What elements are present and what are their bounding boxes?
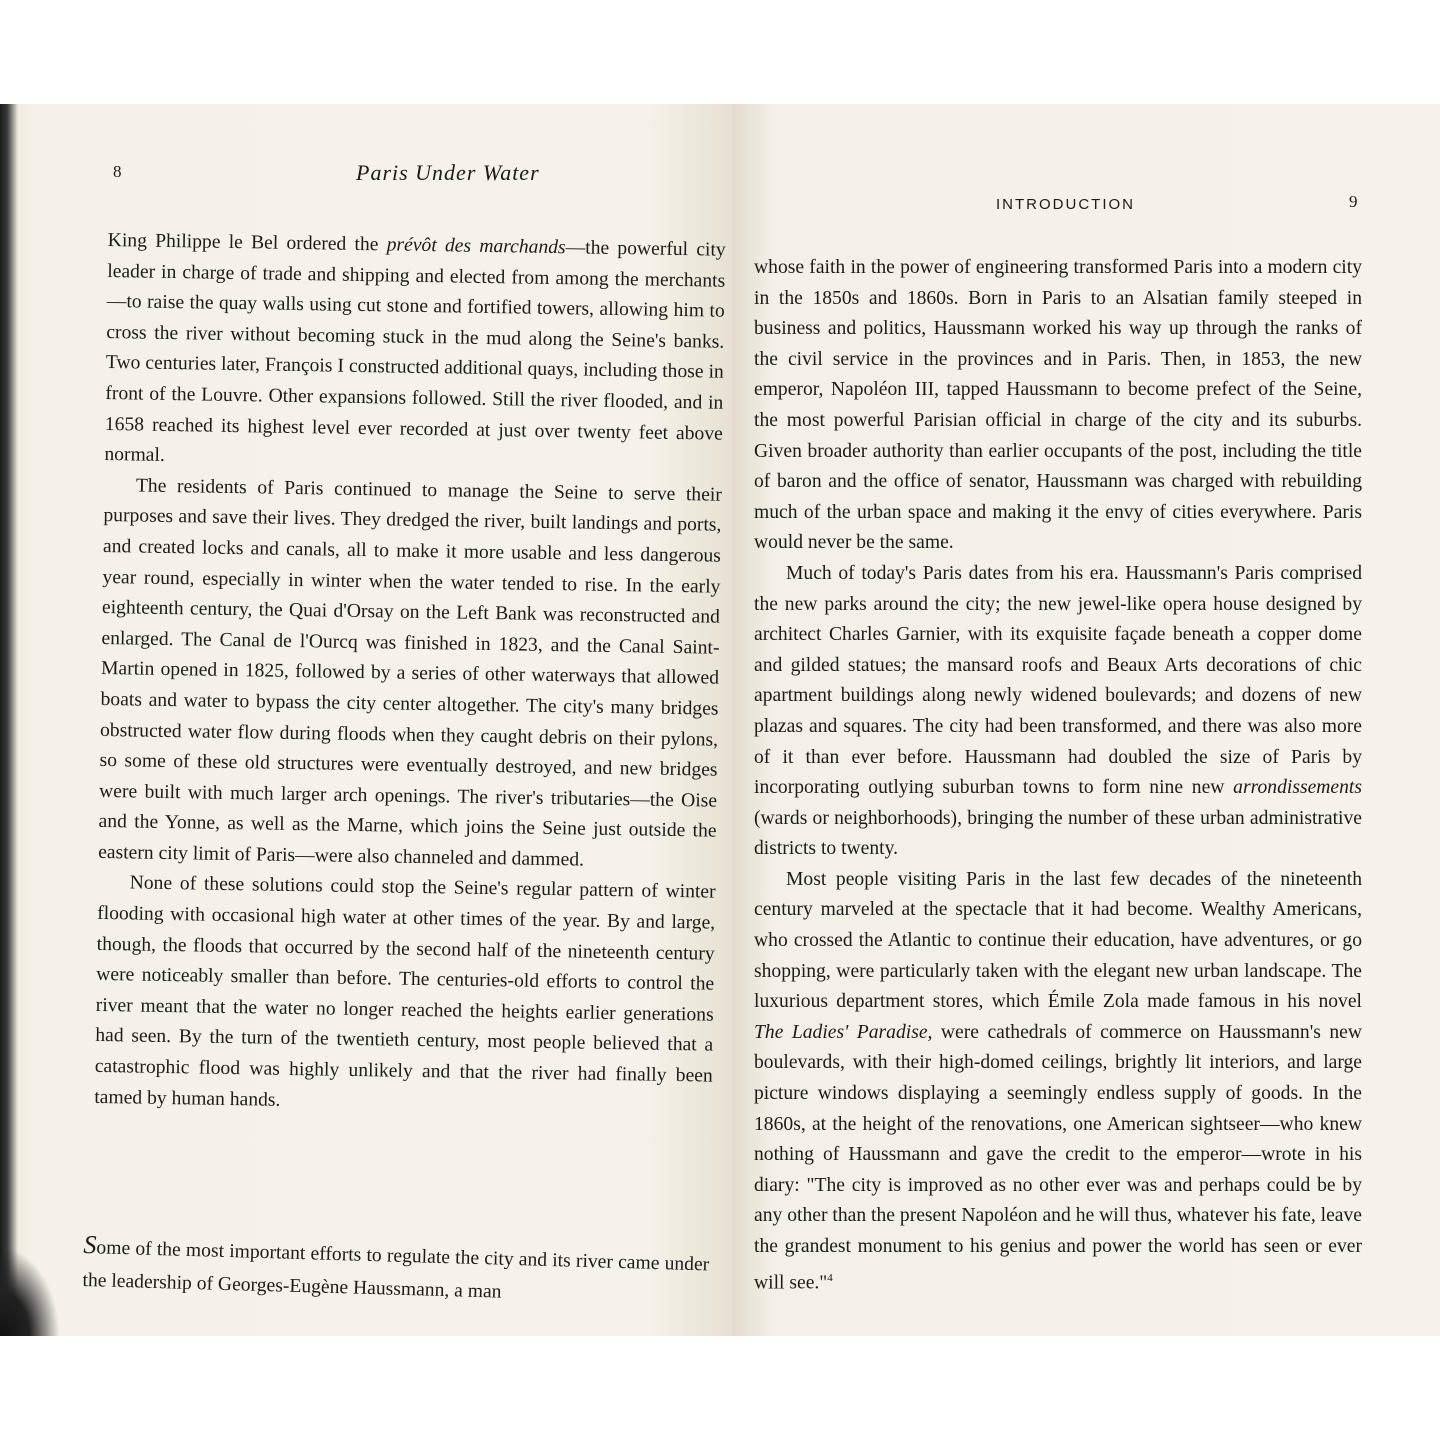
drop-cap: S: [83, 1229, 97, 1260]
paragraph: The residents of Paris continued to manage the Seine to serve their purposes and save their lives. They dredged the river, built landings and ports, and created locks and canals, all to make it more usable and less dangerous year round, especially in winter when the water tended to rise. In the early eighteenth century, the Quai d'Orsay on the Left Bank was reconstructed and enlarged. The Canal de l'Ourcq was finished in 1823, and the Canal Saint-Martin opened in 1825, followed by a series of other waterways that allowed boats and water to bypass the city center altogether. The city's many bridges obstructed water flow during floods when they caught debris on their pylons, so some of these old structures were eventually destroyed, and new bridges were built with much larger arch openings. The river's tributaries—the Oise and the Yonne, as well as the Marne, which joins the Seine just outside the eastern city limit of Paris—were also channeled and dammed.: [97, 475, 723, 871]
paragraph: Much of today's Paris dates from his era. Haussmann's Paris comprised the new parks around the city; the new jewel-like opera house designed by architect Charles Garnier, with its exquisite façade beneath a copper dome and gilded statues; the mansard roofs and Beaux Arts decorations of chic apartment buildings along newly widened boulevards; and dozens of new plazas and squares. The city had been transformed, and there was also more of it than ever before. Haussmann had doubled the size of Paris by incorporating outlying suburban towns to form nine new arrondissements (wards or neighborhoods), bringing the number of these urban administrative districts to twenty.: [754, 562, 1362, 860]
section-opening: Some of the most important efforts to regulate the city and its river came under the leadership of Georges-Eugène Haussmann, a man: [82, 1229, 710, 1303]
footnote-marker[interactable]: 4: [827, 1271, 833, 1284]
paragraph: None of these solutions could stop the Seine's regular pattern of winter flooding with occasional high water at other times of the year. By and large, though, the floods that occurred by the second half of the nineteenth century were noticeably smaller than before. The centuries-old efforts to control the river meant that the water no longer reached the heights earlier generations had seen. By the turn of the twentieth century, most people believed that a catastrophic flood was highly unlikely and that the river had finally been tamed by human hands.: [94, 872, 716, 1111]
right-body-text: [754, 253, 1362, 1299]
page-edge-shadow: [0, 104, 18, 1336]
page-number-left: 8: [113, 162, 122, 181]
running-title: Paris Under Water: [356, 160, 540, 185]
page-number-right: 9: [1349, 192, 1358, 211]
corner-shadow: [0, 1246, 60, 1336]
book-spread: [0, 104, 1440, 1336]
paragraph: King Philippe le Bel ordered the prévôt des marchands—the powerful city leader in charge of trade and shipping and elected from among the merchants—to raise the quay walls using cut stone and fortified towers, allowing him to cross the river without becoming stuck in the mud along the Seine's banks. Two centuries later, François I constructed additional quays, including those in front of the Louvre. Other expansions followed. Still the river flooded, and in 1658 reached its highest level ever recorded at just over twenty feet above normal.: [104, 229, 726, 467]
paragraph: whose faith in the power of engineering transformed Paris into a modern city in the 1850s and 1860s. Born in Paris to an Alsatian family steeped in business and politics, Haussmann worked his way up through the ranks of the civil service in the provinces and in Paris. Then, in 1853, the new emperor, Napoléon III, tapped Haussmann to become prefect of the Seine, the most powerful Parisian official in charge of the city and its suburbs. Given broader authority than earlier occupants of the post, including the title of baron and the office of senator, Haussmann was charged with rebuilding much of the urban space and making it the envy of cities everywhere. Paris would never be the same.: [754, 257, 1362, 554]
paragraph: Most people visiting Paris in the last few decades of the nineteenth century marveled at the spectacle that it had become. Wealthy Americans, who crossed the Atlantic to continue their education, have adventures, or go shopping, were particularly taken with the elegant new urban landscape. The luxurious department stores, which Émile Zola made famous in his novel The Ladies' Paradise, were cathedrals of commerce on Haussmann's new boulevards, with their high-domed ceilings, brightly lit interiors, and large picture windows displaying a seemingly endless supply of goods. In the 1860s, at the height of the renovations, one American sightseer—who knew nothing of Haussmann and gave the credit to the emperor—wrote in his diary: "The city is improved as no other ever was and perhaps could be by any other than the present Napoléon and he will thus, whatever his fate, leave the grandest monument to his genius and power the world has seen or ever will see."$^4$: [754, 868, 1362, 1294]
left-page: [0, 104, 732, 1336]
running-head: INTRODUCTION: [996, 196, 1135, 213]
left-body-text: [94, 226, 726, 1123]
right-page: [732, 104, 1440, 1336]
